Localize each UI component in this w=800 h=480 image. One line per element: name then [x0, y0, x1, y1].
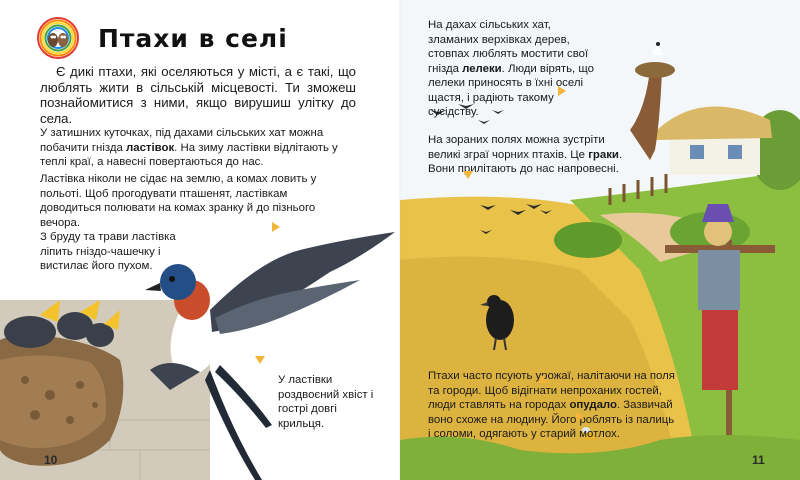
triangle-pointer-icon: [272, 222, 280, 232]
triangle-pointer-icon: [255, 356, 265, 364]
triangle-pointer-icon: [537, 375, 547, 383]
intro-text: Є дикі птахи, які оселяються у місті, а є такі, що люблять жити в сільській місцевості. Ти зможеш познайомитися з ними, якщо вирушиш улітку до села.: [40, 64, 356, 126]
highlighted-term: опудало: [569, 399, 617, 411]
text-span: . Вони прилітають до нас напровесні.: [428, 148, 623, 175]
swallow-feeding-paragraph: Ластівка ніколи не сідає на землю, а комах ловить у польоті. Щоб прогодувати пташенят, ластівкам доводиться полювати на комах зранку й до пізнього вечора.: [40, 173, 317, 229]
triangle-pointer-icon: [558, 86, 566, 96]
rooks-paragraph: [428, 133, 628, 177]
scarecrow-paragraph: [428, 369, 678, 442]
text-span: У затишних куточках, під дахами сільських хат можна побачити гнізда: [40, 127, 324, 154]
text-span: На дахах сільських хат, зламаних верхівках дерев, стовпах люблять мостити свої гнізда: [428, 19, 589, 75]
text-span: . Зазвичай воно схоже на людину. Його роблять із палиць і соломи, одягають у старий мотлох.: [428, 399, 675, 440]
owls-rainbow-logo-icon: [36, 16, 80, 60]
book-gutter: [399, 0, 401, 480]
storks-paragraph: [428, 18, 598, 120]
swallow-caption: У ластівки роздвоєний хвіст і гострі довгі крильця.: [278, 374, 374, 430]
text-span: Птахи часто псують урожаї, налітаючи на поля та городи. Щоб відігнати непроханих гостей, люди ставлять на городах: [428, 370, 675, 411]
highlighted-term: лелеки: [462, 62, 502, 75]
triangle-pointer-icon: [576, 412, 584, 422]
swallow-nests-paragraph: [40, 126, 356, 170]
page-number-left: 10: [44, 453, 58, 467]
swallow-nest-building-paragraph: З бруду та трави ластівка ліпить гніздо-чашечку і вистилає його пухом.: [40, 231, 176, 272]
intro-paragraph: [40, 64, 356, 126]
page-title: Птахи в селі: [98, 24, 288, 53]
text-span: На зораних полях можна зустріти великі зграї чорних птахів. Це: [428, 134, 605, 161]
highlighted-term: граки: [588, 148, 619, 161]
text-span: . Люди вірять, що лелеки приносять в їхні оселі щастя, і радіють такому сусідству.: [428, 62, 594, 118]
right-page: [400, 0, 800, 480]
highlighted-term: ластівок: [126, 141, 175, 154]
page-number-right: 11: [752, 453, 765, 467]
triangle-pointer-icon: [463, 171, 473, 179]
text-span: . На зиму ластівки відлітають у теплі краї, а навесні повертаються до нас.: [40, 141, 338, 168]
